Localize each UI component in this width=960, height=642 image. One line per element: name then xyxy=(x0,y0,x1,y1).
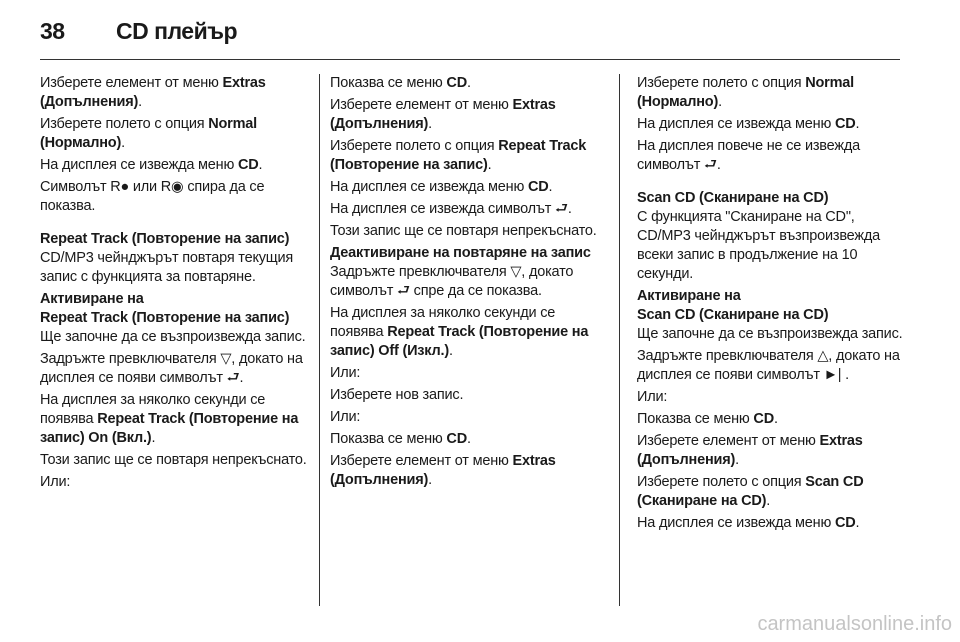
paragraph: Изберете полето с опция Normal (Нормално). xyxy=(637,75,854,110)
paragraph: На дисплея се извежда меню CD. xyxy=(40,157,263,173)
paragraph: На дисплея за няколко секунди се появява Repeat Track (Повторение на запис) On (Вкл.). xyxy=(40,392,299,446)
paragraph: Задръжте превключвателя ▽, докато на дисплея се появи символът ⮐. xyxy=(40,351,303,386)
subsection-heading: Активиране на xyxy=(40,291,144,307)
section-heading: Деактивиране на повтаряне на запис xyxy=(330,245,591,261)
paragraph: Показва се меню CD. xyxy=(330,75,471,91)
paragraph: На дисплея за няколко секунди се появява Repeat Track (Повторение на запис) Off (Изкл.). xyxy=(330,305,589,359)
section-heading: Repeat Track (Повторение на запис) xyxy=(40,231,290,247)
paragraph: Символът R● или R◉ спира да се показва. xyxy=(40,179,265,214)
paragraph: Ще започне да се възпроизвежда запис. xyxy=(40,329,306,345)
paragraph: CD/MP3 чейнджърът повтаря текущия запис с функцията за повтаряне. xyxy=(40,250,294,285)
watermark: carmanualsonline.info xyxy=(757,613,952,635)
paragraph: На дисплея повече не се извежда символът ⮐. xyxy=(637,138,860,173)
page-title: CD плейър xyxy=(116,18,238,44)
paragraph: Този запис ще се повтаря непрекъснато. xyxy=(40,452,307,468)
subsection-heading: Scan CD (Сканиране на CD) xyxy=(637,307,829,323)
column-3 xyxy=(637,74,907,536)
paragraph: Изберете елемент от меню Extras (Допълнения). xyxy=(330,97,556,132)
header-divider xyxy=(40,59,900,60)
paragraph: Показва се меню CD. xyxy=(637,411,778,427)
paragraph: Изберете полето с опция Scan CD (Сканиране на CD). xyxy=(637,474,864,509)
paragraph: Или: xyxy=(40,474,71,490)
paragraph: Изберете полето с опция Repeat Track (Повторение на запис). xyxy=(330,138,587,173)
paragraph: Този запис ще се повтаря непрекъснато. xyxy=(330,223,597,239)
paragraph: Задръжте превключвателя ▽, докато символът ⮐ спре да се показва. xyxy=(330,264,574,299)
column-2 xyxy=(330,74,600,493)
paragraph: Задръжте превключвателя △, докато на дисплея се появи символът ►| . xyxy=(637,348,900,383)
paragraph: На дисплея се извежда меню CD. xyxy=(330,179,553,195)
paragraph: Изберете елемент от меню Extras (Допълнения). xyxy=(330,453,556,488)
paragraph: Изберете нов запис. xyxy=(330,387,464,403)
paragraph: Изберете елемент от меню Extras (Допълнения). xyxy=(637,433,863,468)
page-number: 38 xyxy=(40,18,65,44)
section-heading: Scan CD (Сканиране на CD) xyxy=(637,190,829,206)
column-divider xyxy=(319,74,320,606)
paragraph: Ще започне да се възпроизвежда запис. xyxy=(637,326,903,342)
paragraph: Или: xyxy=(637,389,668,405)
paragraph: На дисплея се извежда меню CD. xyxy=(637,515,860,531)
paragraph: Изберете елемент от меню Extras (Допълнения). xyxy=(40,75,266,110)
paragraph: Или: xyxy=(330,409,361,425)
paragraph: На дисплея се извежда символът ⮐. xyxy=(330,201,572,217)
paragraph: Показва се меню CD. xyxy=(330,431,471,447)
paragraph: С функцията "Сканиране на CD", CD/MP3 чейнджърът възпроизвежда всеки запис в продължение на 10 секунди. xyxy=(637,209,881,282)
column-1 xyxy=(40,74,310,495)
paragraph: На дисплея се извежда меню CD. xyxy=(637,116,860,132)
paragraph: Изберете полето с опция Normal (Нормално). xyxy=(40,116,257,151)
column-divider xyxy=(619,74,620,606)
subsection-heading: Активиране на xyxy=(637,288,741,304)
paragraph: Или: xyxy=(330,365,361,381)
subsection-heading: Repeat Track (Повторение на запис) xyxy=(40,310,290,326)
